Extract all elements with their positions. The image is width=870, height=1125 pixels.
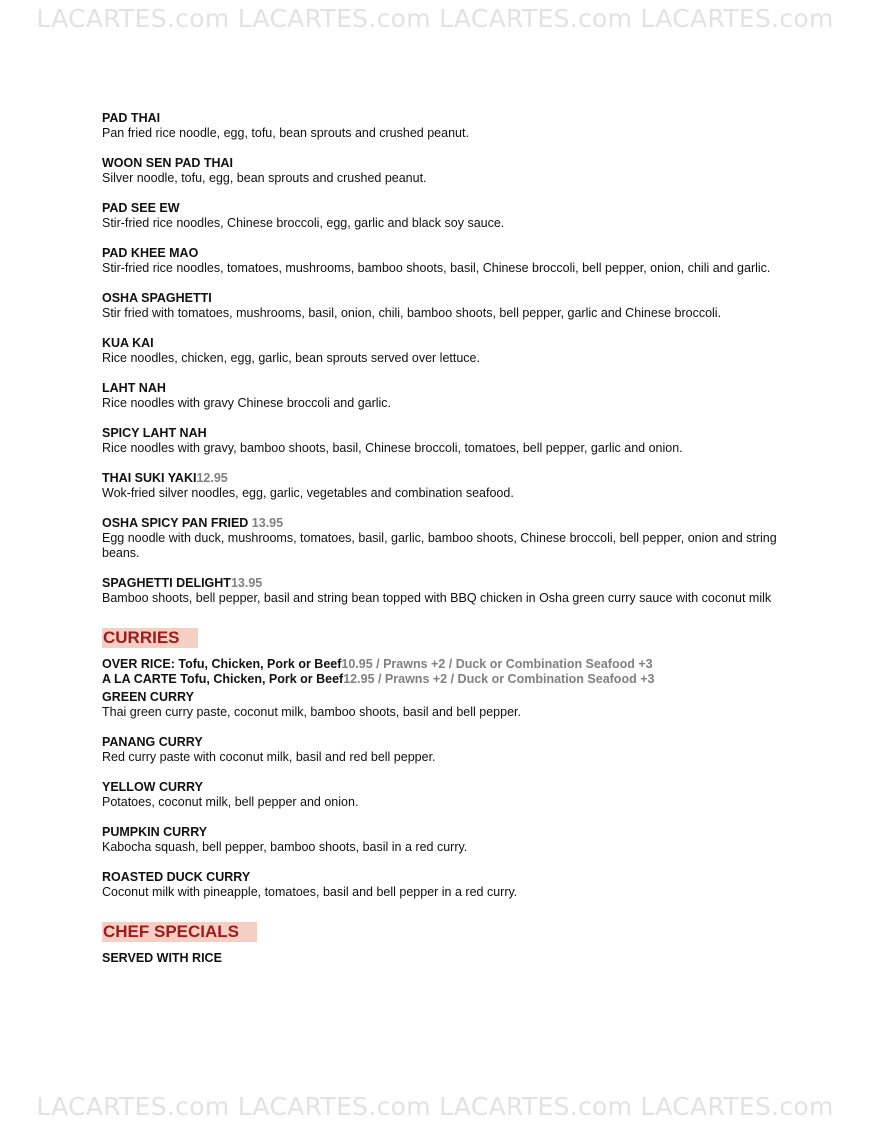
curries-section-header bbox=[102, 628, 782, 648]
menu-item bbox=[102, 336, 782, 366]
item-name: PANANG CURRY bbox=[102, 735, 203, 749]
item-name: PUMPKIN CURRY bbox=[102, 825, 208, 839]
item-title: SPAGHETTI DELIGHT bbox=[102, 576, 231, 590]
menu-item bbox=[102, 825, 782, 855]
menu-item bbox=[102, 780, 782, 810]
item-description: Stir-fried rice noodles, Chinese broccoli, egg, garlic and black soy sauce. bbox=[102, 216, 505, 230]
menu-item bbox=[102, 381, 782, 411]
item-title: PAD KHEE MAO bbox=[102, 246, 199, 260]
menu-item bbox=[102, 426, 782, 456]
item-name bbox=[102, 336, 782, 351]
item-name bbox=[102, 426, 782, 441]
item-title: PAD THAI bbox=[102, 111, 161, 125]
item-title: OSHA SPICY PAN FRIED bbox=[102, 516, 252, 530]
item-title: KUA KAI bbox=[102, 336, 154, 350]
item-title: PAD SEE EW bbox=[102, 201, 180, 215]
section-title-curries: CURRIES bbox=[102, 628, 198, 648]
item-name bbox=[102, 291, 782, 306]
item-description: Red curry paste with coconut milk, basil and red bell pepper. bbox=[102, 750, 436, 764]
item-name bbox=[102, 576, 782, 591]
item-price: 12.95 bbox=[196, 471, 228, 485]
item-description: Silver noodle, tofu, egg, bean sprouts and crushed peanut. bbox=[102, 171, 427, 185]
price-line-price: 12.95 / Prawns +2 / Duck or Combination Seafood +3 bbox=[343, 672, 655, 686]
item-description: Wok-fried silver noodles, egg, garlic, vegetables and combination seafood. bbox=[102, 486, 514, 500]
item-name bbox=[102, 246, 782, 261]
item-name: ROASTED DUCK CURRY bbox=[102, 870, 251, 884]
section-title-chef-specials: CHEF SPECIALS bbox=[102, 922, 257, 942]
item-price: 13.95 bbox=[251, 516, 284, 530]
menu-item bbox=[102, 576, 782, 606]
item-description: Rice noodles, chicken, egg, garlic, bean sprouts served over lettuce. bbox=[102, 351, 480, 365]
item-price: 13.95 bbox=[230, 576, 263, 590]
item-title: THAI SUKI YAKI bbox=[102, 471, 197, 485]
item-name bbox=[102, 156, 782, 171]
item-name bbox=[102, 516, 782, 531]
price-line-label: A LA CARTE Tofu, Chicken, Pork or Beef bbox=[102, 672, 344, 686]
curry-price-lines bbox=[102, 657, 782, 687]
item-title: OSHA SPAGHETTI bbox=[102, 291, 212, 305]
curry-list bbox=[102, 690, 782, 900]
item-name bbox=[102, 201, 782, 216]
item-description: Coconut milk with pineapple, tomatoes, basil and bell pepper in a red curry. bbox=[102, 885, 518, 899]
menu-item bbox=[102, 870, 782, 900]
watermark-top: LACARTES.com LACARTES.com LACARTES.com LACARTES.com bbox=[36, 4, 834, 33]
item-name bbox=[102, 471, 782, 486]
price-line bbox=[102, 657, 782, 672]
item-description: Thai green curry paste, coconut milk, bamboo shoots, basil and bell pepper. bbox=[102, 705, 521, 719]
item-description: Rice noodles with gravy, bamboo shoots, basil, Chinese broccoli, tomatoes, bell pepper, garlic and onion. bbox=[102, 441, 683, 455]
price-line-label: OVER RICE: Tofu, Chicken, Pork or Beef bbox=[102, 657, 342, 671]
item-description: Rice noodles with gravy Chinese broccoli and garlic. bbox=[102, 396, 392, 410]
item-name: YELLOW CURRY bbox=[102, 780, 203, 794]
menu-item bbox=[102, 291, 782, 321]
item-title: LAHT NAH bbox=[102, 381, 166, 395]
item-description: Egg noodle with duck, mushrooms, tomatoes, basil, garlic, bamboo shoots, Chinese broccoli, bell pepper, onion and string beans. bbox=[102, 531, 777, 560]
served-with-rice-note: SERVED WITH RICE bbox=[102, 951, 222, 965]
item-description: Stir-fried rice noodles, tomatoes, mushrooms, bamboo shoots, basil, Chinese broccoli, bell pepper, onion, chili and garlic. bbox=[102, 261, 771, 275]
item-description: Pan fried rice noodle, egg, tofu, bean sprouts and crushed peanut. bbox=[102, 126, 469, 140]
item-description: Kabocha squash, bell pepper, bamboo shoots, basil in a red curry. bbox=[102, 840, 468, 854]
menu-item bbox=[102, 201, 782, 231]
item-description: Stir fried with tomatoes, mushrooms, basil, onion, chili, bamboo shoots, bell pepper, garlic and Chinese broccoli. bbox=[102, 306, 722, 320]
item-description: Potatoes, coconut milk, bell pepper and onion. bbox=[102, 795, 359, 809]
menu-item bbox=[102, 690, 782, 720]
chef-specials-section-header bbox=[102, 922, 782, 942]
menu-item bbox=[102, 471, 782, 501]
menu-item bbox=[102, 516, 782, 561]
watermark-bottom: LACARTES.com LACARTES.com LACARTES.com LACARTES.com bbox=[36, 1092, 834, 1121]
item-name bbox=[102, 381, 782, 396]
item-name bbox=[102, 111, 782, 126]
item-description: Bamboo shoots, bell pepper, basil and string bean topped with BBQ chicken in Osha green curry sauce with coconut milk bbox=[102, 591, 772, 605]
menu-item bbox=[102, 111, 782, 141]
menu-item bbox=[102, 156, 782, 186]
item-title: WOON SEN PAD THAI bbox=[102, 156, 234, 170]
item-name: GREEN CURRY bbox=[102, 690, 194, 704]
menu-item bbox=[102, 735, 782, 765]
noodle-list bbox=[102, 111, 782, 606]
menu-content bbox=[102, 111, 782, 966]
price-line-price: 10.95 / Prawns +2 / Duck or Combination Seafood +3 bbox=[341, 657, 653, 671]
price-line bbox=[102, 672, 782, 687]
item-title: SPICY LAHT NAH bbox=[102, 426, 207, 440]
menu-item bbox=[102, 246, 782, 276]
